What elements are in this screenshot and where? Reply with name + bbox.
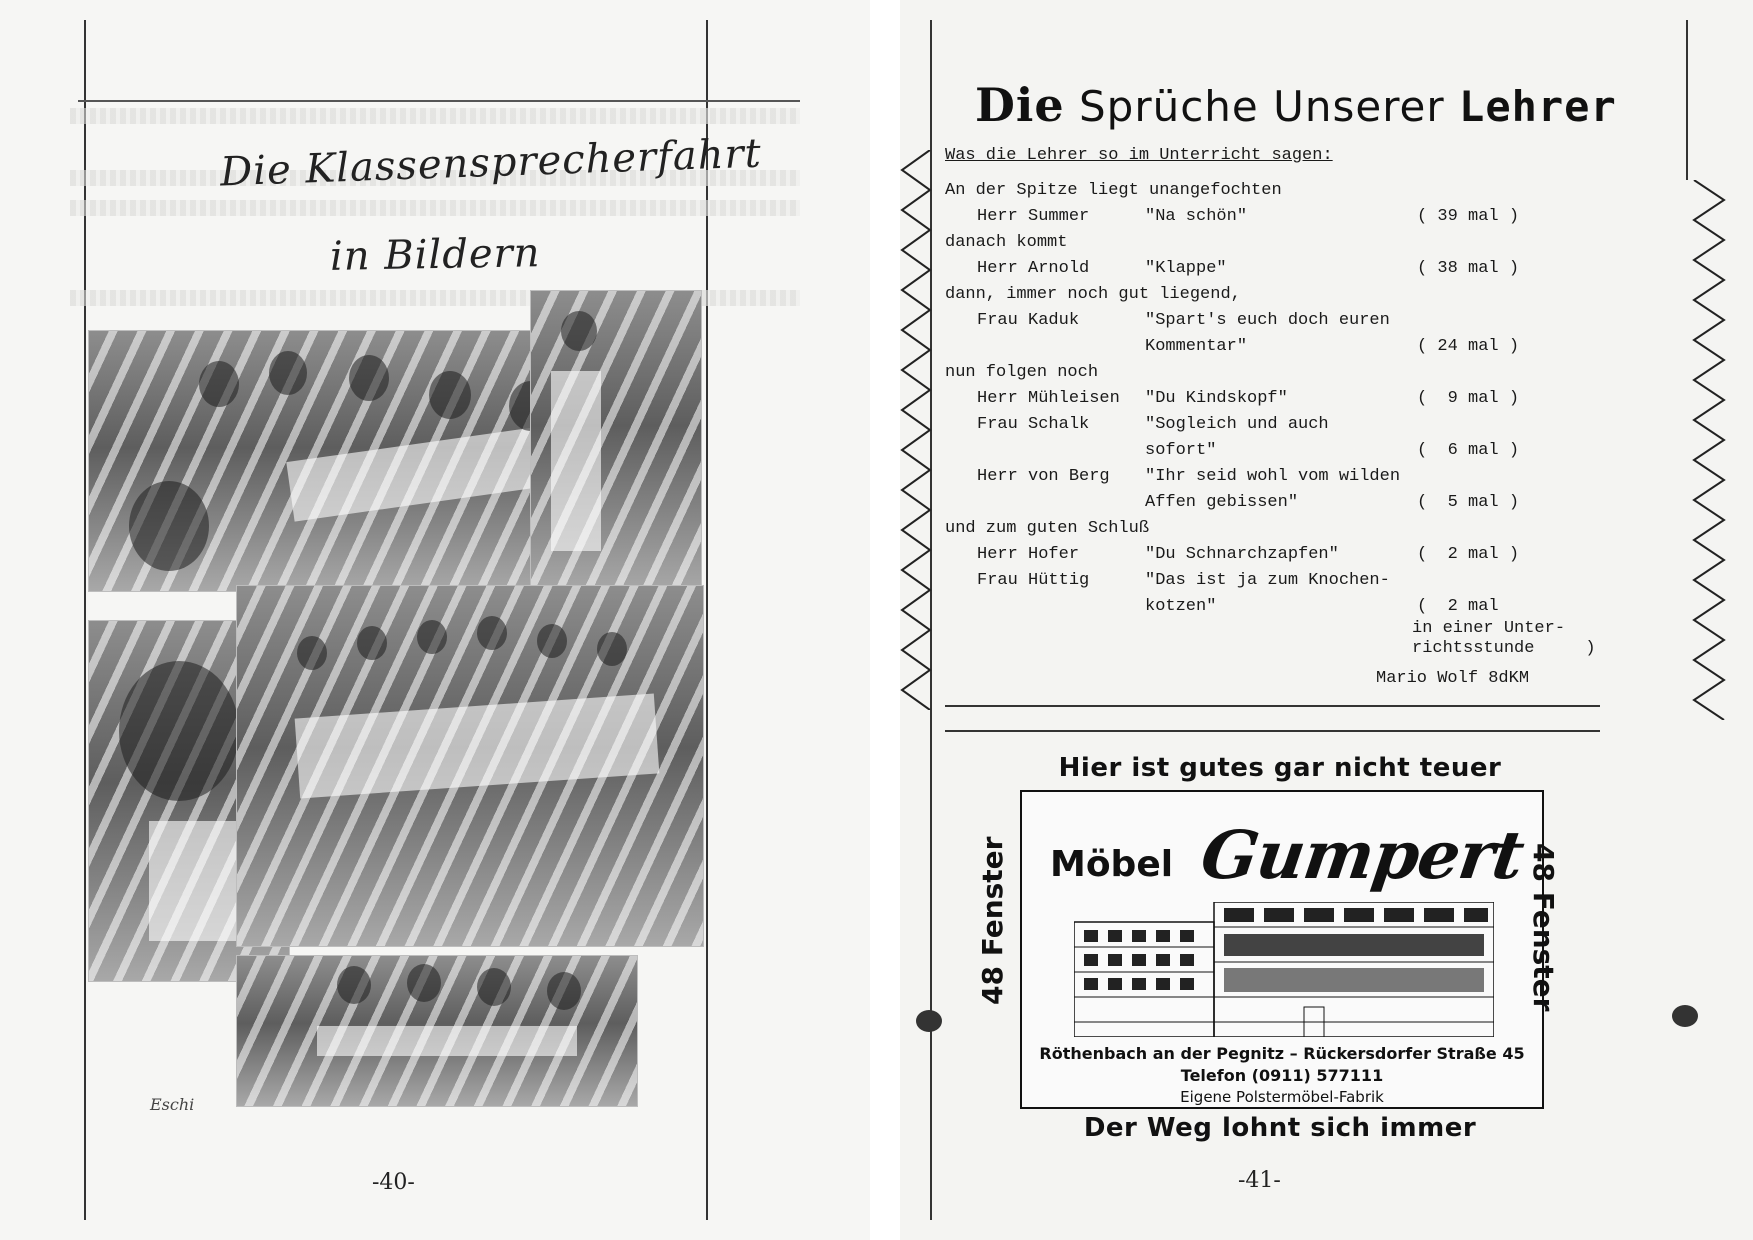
right-outer-line xyxy=(1686,20,1688,180)
teacher-name: Herr Hofer xyxy=(977,545,1080,564)
quote-count: ( 6 mal ) xyxy=(1417,441,1520,460)
teacher-quote: "Du Kindskopf" xyxy=(1145,389,1288,408)
teacher-quote: kotzen" xyxy=(1145,597,1217,616)
quote-row xyxy=(945,464,1645,490)
page-title xyxy=(975,78,1617,132)
quote-count: ( 2 mal ) xyxy=(1417,545,1520,564)
quote-row xyxy=(945,516,1645,542)
quote-count: ( 5 mal ) xyxy=(1417,493,1520,512)
page-title-line-1: Die Klassensprecherfahrt xyxy=(219,130,763,196)
quote-row xyxy=(945,282,1645,308)
quote-row xyxy=(945,256,1645,282)
ad-factory: Eigene Polstermöbel-Fabrik xyxy=(1180,1088,1384,1106)
quote-row xyxy=(945,568,1645,594)
binding-dot-right xyxy=(1672,1005,1698,1027)
quote-count: ( 24 mal ) xyxy=(1417,337,1520,356)
intro-line: Was die Lehrer so im Unterricht sagen: xyxy=(945,146,1333,165)
teacher-quote: "Klappe" xyxy=(1145,259,1227,278)
zigzag-border-right xyxy=(1690,180,1740,720)
ad-phone: Telefon (0911) 577111 xyxy=(1180,1066,1384,1085)
separator-line xyxy=(945,730,1600,732)
photographer-signature: Eschi xyxy=(150,1095,195,1114)
quote-row xyxy=(945,334,1645,360)
teacher-quote: "Sogleich und auch xyxy=(1145,415,1329,434)
teacher-quote: "Du Schnarchzapfen" xyxy=(1145,545,1339,564)
ad-side-text-right: 48 Fenster xyxy=(1527,843,1560,1012)
teacher-quote: "Spart's euch doch euren xyxy=(1145,311,1390,330)
quote-row xyxy=(945,230,1645,256)
quote-lead-text: danach kommt xyxy=(945,233,1068,252)
title-word: Die xyxy=(975,78,1065,132)
teacher-quote: sofort" xyxy=(1145,441,1217,460)
author: Mario Wolf 8dKM xyxy=(1376,669,1530,688)
quote-row xyxy=(945,542,1645,568)
teacher-name: Frau Hüttig xyxy=(977,571,1090,590)
quote-count: ( 38 mal ) xyxy=(1417,259,1520,278)
separator-line xyxy=(945,705,1600,707)
page-number-left: -40- xyxy=(372,1170,415,1195)
teacher-name: Herr Summer xyxy=(977,207,1090,226)
teacher-name: Herr von Berg xyxy=(977,467,1110,486)
ad-top-slogan: Hier ist gutes gar nicht teuer xyxy=(1058,753,1502,783)
quote-row xyxy=(945,412,1645,438)
teacher-quote: "Na schön" xyxy=(1145,207,1248,226)
photo-classroom xyxy=(236,585,704,947)
title-word: Sprüche xyxy=(1079,82,1259,131)
advertisement xyxy=(960,745,1600,1175)
teacher-quote: "Das ist ja zum Knochen- xyxy=(1145,571,1390,590)
footnote-line-1: in einer Unter- xyxy=(1412,619,1566,638)
quote-row xyxy=(945,360,1645,386)
page-number-right: -41- xyxy=(1238,1168,1281,1193)
zigzag-border-left xyxy=(888,150,938,710)
ad-moebel-label: Möbel xyxy=(1050,844,1174,885)
quote-count: ( 2 mal xyxy=(1417,597,1499,616)
title-word: Unserer xyxy=(1273,82,1445,131)
ad-side-text-left: 48 Fenster xyxy=(976,836,1009,1005)
quote-lead-text: und zum guten Schluß xyxy=(945,519,1150,538)
teacher-name: Frau Kaduk xyxy=(977,311,1080,330)
footnote-line-2: richtsstunde ) xyxy=(1412,639,1596,658)
teacher-quote: Kommentar" xyxy=(1145,337,1248,356)
quote-lead-text: nun folgen noch xyxy=(945,363,1099,382)
quote-count: ( 39 mal ) xyxy=(1417,207,1520,226)
quote-row xyxy=(945,204,1645,230)
page-title-line-2: in Bildern xyxy=(329,230,541,280)
teacher-quote: "Ihr seid wohl vom wilden xyxy=(1145,467,1401,486)
bleed-through-text xyxy=(70,108,800,124)
teacher-name: Herr Arnold xyxy=(977,259,1090,278)
quote-row xyxy=(945,308,1645,334)
bleed-through-text xyxy=(70,200,800,216)
ad-brand-logo: Gumpert xyxy=(1196,816,1529,894)
quote-row xyxy=(945,178,1645,204)
quote-lead-text: dann, immer noch gut liegend, xyxy=(945,285,1241,304)
photo-outdoor-table xyxy=(236,955,638,1107)
ad-box xyxy=(1020,790,1544,1109)
ad-bottom-slogan: Der Weg lohnt sich immer xyxy=(1083,1113,1477,1143)
quote-row xyxy=(945,438,1645,464)
ad-address: Röthenbach an der Pegnitz – Rückersdorfer Straße 45 xyxy=(1039,1044,1525,1063)
left-page xyxy=(0,0,870,1240)
teacher-name: Herr Mühleisen xyxy=(977,389,1120,408)
quote-row xyxy=(945,386,1645,412)
teacher-quote: Affen gebissen" xyxy=(1145,493,1299,512)
title-word: Lehrer xyxy=(1459,82,1617,131)
store-building-illustration xyxy=(1074,902,1494,1037)
photo-standing-person xyxy=(530,290,702,592)
quote-lead-text: An der Spitze liegt unangefochten xyxy=(945,181,1282,200)
binding-dot-left xyxy=(916,1010,942,1032)
quote-count: ( 9 mal ) xyxy=(1417,389,1520,408)
quotes-list xyxy=(945,178,1645,620)
quote-row xyxy=(945,490,1645,516)
teacher-name: Frau Schalk xyxy=(977,415,1090,434)
